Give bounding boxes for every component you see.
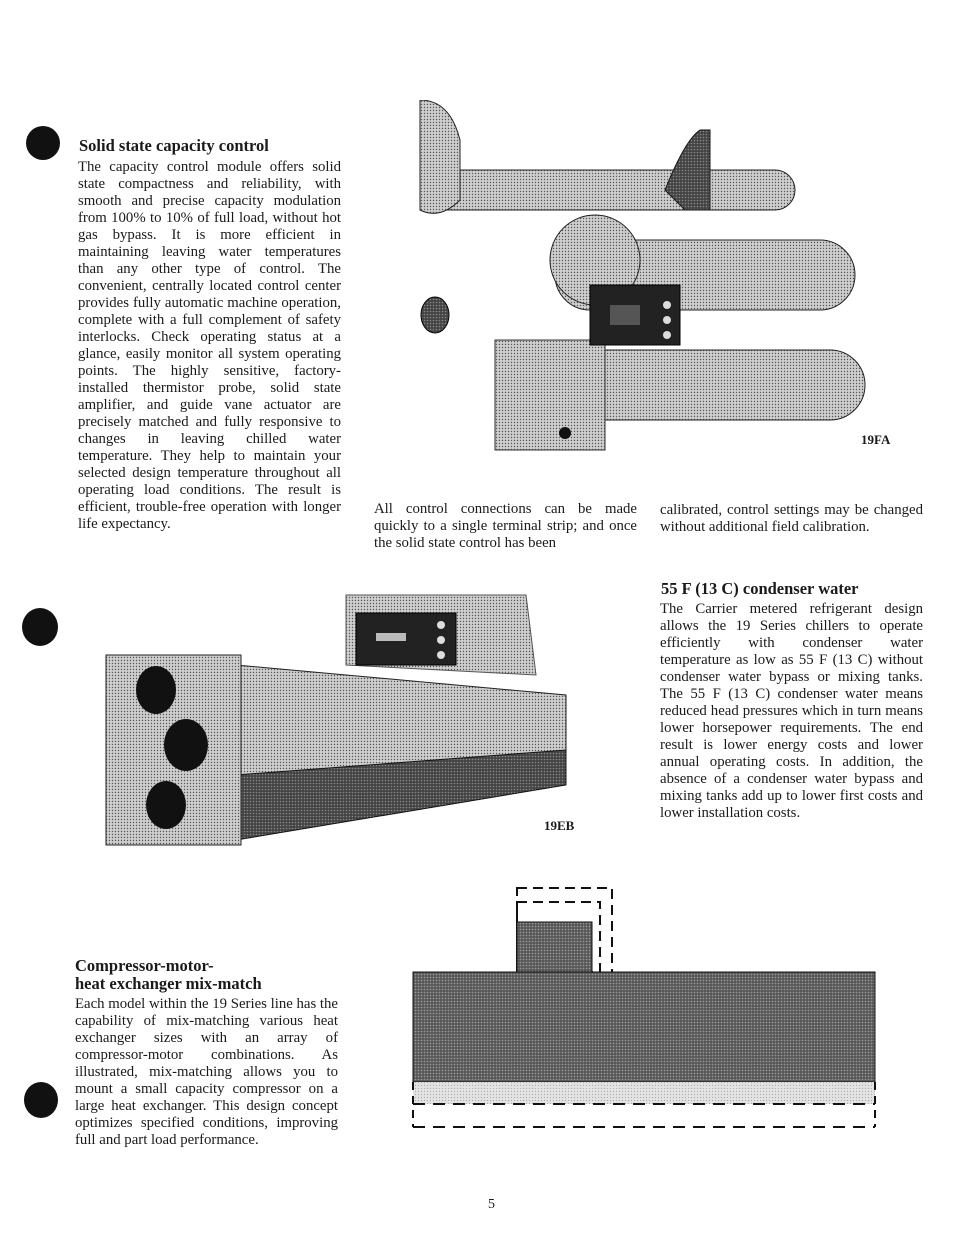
section-bullet-1 [26,126,60,160]
mix-match-heading-line2: heat exchanger mix-match [75,974,262,993]
solid-state-body-continued-col3: calibrated, control settings may be changed without additional field calibration. [660,502,923,535]
solid-state-body: The capacity control module offers solid state compactness and reliability, with smooth and precise capacity modulation from 100% to 10% of full load, without hot gas bypass. It is more efficient in maintaining leaving water temperatures than any other type of control. The convenient, centrally located control center provides fully automatic machine operation, complete with a full complement of safety interlocks. Check operating status at a glance, easily monitor all system operating points. The highly sensitive, factory-installed thermistor probe, solid state amplifier, and guide vane actuator are precisely matched and fully responsive to changes in leaving chilled water temperature. They help to maintain your selected design temperature throughout all operating load conditions. The result is efficient, trouble-free operation with longer life expectancy. [78,159,341,532]
condenser-water-body: The Carrier metered refrigerant design allows the 19 Series chillers to operate efficiently with condenser water temperature as low as 55 F (13 C) without condenser water bypass or mixing tanks. The 55 F (13 C) condenser water means reduced head pressures which in turn means lower horsepower requirements. The end result is lower energy costs and lower annual operating costs. In addition, the absence of a condenser water bypass and mixing tanks add up to lower first costs and lower installation costs. [660,601,923,821]
solid-state-heading: Solid state capacity control [79,136,269,155]
page-number: 5 [488,1197,495,1212]
chiller-19fa-photo [405,100,895,465]
figure-caption-19eb: 19EB [544,818,575,833]
section-bullet-2 [22,608,58,646]
solid-state-body-continued-col2: All control connections can be made quickly to a single terminal strip; and once the solid state control has been [374,501,637,551]
section-bullet-3 [24,1082,58,1118]
condenser-water-heading: 55 F (13 C) condenser water [661,579,859,598]
mix-match-heading-line1: Compressor-motor- [75,956,214,975]
figure-caption-19fa: 19FA [861,432,891,447]
mix-match-body: Each model within the 19 Series line has the capability of mix-matching various heat exchanger sizes with an array of compressor-motor combinations. As illustrated, mix-matching allows you to mount a small capacity compressor on a large heat exchanger. This design concept optimizes specified conditions, improving full and part load performance. [75,996,338,1148]
chiller-19eb-photo [96,575,576,875]
mix-match-diagram [405,880,885,1140]
